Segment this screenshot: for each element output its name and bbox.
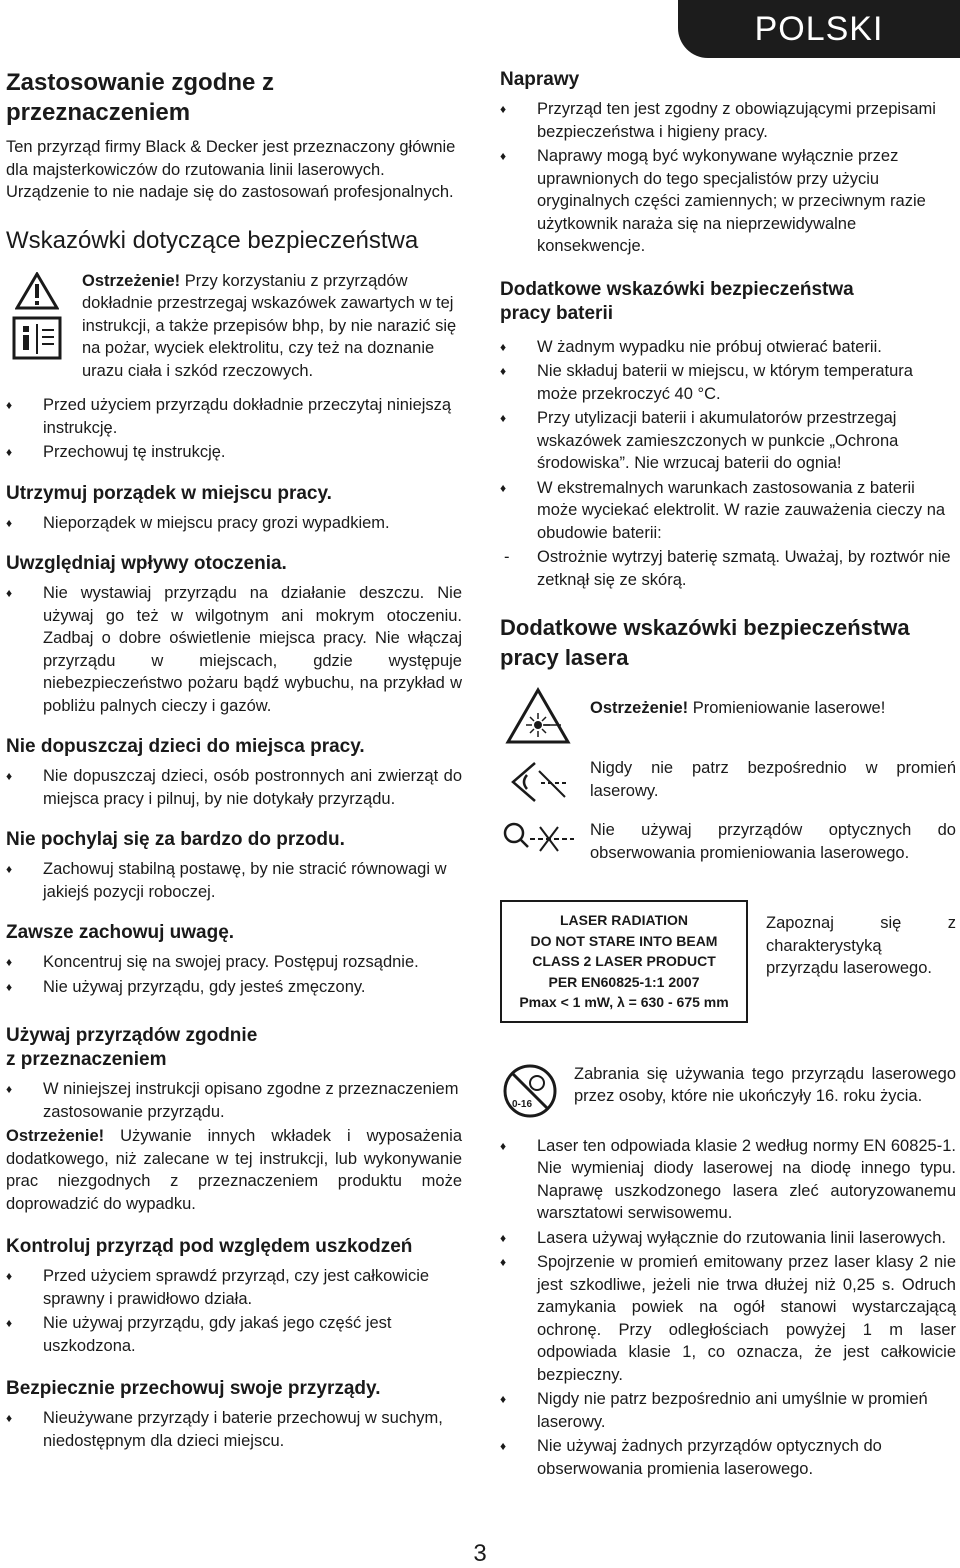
- age-warning-row: [500, 1063, 956, 1119]
- use-properly-bullets: [6, 1078, 462, 1123]
- list-item: ♦ Przy utylizacji baterii i akumulatorów przestrzegaj wskazówek zamieszczonych w punkcie „Ochrona środowiska”. Nie wrzucaj baterii do ognia!: [500, 407, 956, 475]
- read-manual-icon: [12, 316, 62, 360]
- right-column: [500, 68, 956, 1482]
- label-line: Pmax < 1 mW, λ = 630 - 675 mm: [519, 994, 729, 1010]
- warning-label: Ostrzeżenie!: [82, 271, 181, 290]
- list-item: ♦ Przed użyciem przyrządu dokładnie przeczytaj niniejszą instrukcję.: [6, 394, 462, 439]
- laser-title-1: Dodatkowe wskazówki bezpieczeństwa: [500, 615, 910, 640]
- safety-title: Wskazówki dotyczące bezpieczeństwa: [6, 226, 419, 254]
- list-item: ♦ Nie używaj przyrządu, gdy jesteś zmęczony.: [6, 976, 462, 999]
- section-bullets: [6, 512, 462, 535]
- section-title: Nie dopuszczaj dzieci do miejsca pracy.: [6, 736, 365, 757]
- language-tab: POLSKI: [678, 0, 960, 58]
- list-item: ♦ Zachowuj stabilną postawę, by nie stracić równowagi w jakiejś pozycji roboczej.: [6, 858, 462, 903]
- age-warning-text: Zabrania się używania tego przyrządu laserowego przez osoby, które nie ukończyły 16. roku życia.: [574, 1064, 956, 1105]
- use-properly-title-2: z przeznaczeniem: [6, 1049, 167, 1070]
- page-number: 3: [473, 1540, 487, 1567]
- warning-label: Ostrzeżenie!: [6, 1127, 105, 1145]
- list-item: ♦ W żadnym wypadku nie próbuj otwierać baterii.: [500, 336, 956, 359]
- list-item: ♦ Nie używaj przyrządu, gdy jakaś jego część jest uszkodzona.: [6, 1312, 462, 1357]
- list-item: ♦ Naprawy mogą być wykonywane wyłącznie przez uprawnionych do tego specjalistów przy użyciu oryginalnych części zamiennych; w przeciwnym razie użytkownik naraża się na nieprzewidywalne konsekwencje.: [500, 145, 956, 258]
- section-bullets: [6, 765, 462, 810]
- age-icon-label: 0-16: [512, 1098, 533, 1110]
- warning-body: Promieniowanie laserowe!: [688, 699, 886, 717]
- laser-title-2: pracy lasera: [500, 645, 629, 670]
- section-title: Zawsze zachowuj uwagę.: [6, 922, 235, 943]
- list-item: ♦ Przechowuj tę instrukcję.: [6, 441, 462, 464]
- label-line: LASER RADIATION: [559, 912, 689, 928]
- label-line: DO NOT STARE INTO BEAM: [530, 932, 718, 949]
- list-item: ♦ Lasera używaj wyłącznie do rzutowania linii laserowych.: [500, 1227, 956, 1250]
- battery-bullets: [500, 336, 956, 545]
- use-properly-warning: [6, 1125, 462, 1215]
- list-item: ♦ Nieporządek w miejscu pracy grozi wypadkiem.: [6, 512, 462, 535]
- warning-triangle-icon: [15, 272, 59, 310]
- safety-warning: [6, 270, 462, 383]
- section-bullets: [6, 1407, 462, 1452]
- laser-class-label: [500, 900, 748, 1023]
- list-item: ♦ W niniejszej instrukcji opisano zgodne z przeznaczeniem zastosowanie przyrządu.: [6, 1078, 462, 1123]
- section-bullets: [6, 1265, 462, 1357]
- left-column: [6, 68, 462, 1454]
- battery-title-1: Dodatkowe wskazówki bezpieczeństwa: [500, 278, 854, 300]
- section-title: Nie pochylaj się za bardzo do przodu.: [6, 829, 345, 850]
- safety-warning-text: [82, 270, 462, 383]
- section-title: Uwzględniaj wpływy otoczenia.: [6, 553, 287, 574]
- section-title: Utrzymuj porządek w miejscu pracy.: [6, 482, 332, 504]
- repairs-title: Naprawy: [500, 69, 580, 90]
- warning-body: Przy korzystaniu z przyrządów dokładnie przestrzegaj wskazówek zawartych w tej instrukcji, a także przepisów bhp, by nie narazić się na pożar, wyciek elektrolitu, czy też na doznanie urazu ciała i szkód rzeczowych.: [82, 271, 457, 380]
- section-title: Kontroluj przyrząd pod względem uszkodzeń: [6, 1236, 413, 1257]
- age-restriction-icon: [502, 1063, 558, 1119]
- list-item: ♦ Nigdy nie patrz bezpośrednio ani umyślnie w promień laserowy.: [500, 1388, 956, 1433]
- list-item: ♦ Spojrzenie w promień emitowany przez laser klasy 2 nie jest szkodliwe, jeżeli nie trwa dłużej niż 0,25 s. Odruch zamykania powiek na ogół stanowi wystarczającą ochronę. Przy odległościach powyżej 1 m laser odpowiada klasie 1, co oznacza, że jest całkowicie bezpieczny.: [500, 1251, 956, 1386]
- label-note: Zapoznaj się z charakterystyką przyrządu laserowego.: [766, 914, 956, 977]
- list-item: ♦ Laser ten odpowiada klasie 2 według normy EN 60825-1. Nie wymieniaj diody laserowej na diodę innego typu. Naprawę uszkodzonego lasera zleć autoryzowanemu warsztatowi serwisowemu.: [500, 1135, 956, 1225]
- battery-dash-item: - Ostrożnie wytrzyj baterię szmatą. Uważaj, by roztwór nie zetknął się ze skórą.: [500, 546, 956, 591]
- list-item: ♦ Nie wystawiaj przyrządu na działanie deszczu. Nie używaj go też w wilgotnym ani mokrym otoczeniu. Zadbaj o dobre oświetlenie miejsca pracy. Nie włączaj przyrządu w miejscach, gdzie występuje niebezpieczeństwo pożaru bądź wybuchu, na przykład w pobliżu palnych cieczy i gazów.: [6, 582, 462, 717]
- list-item: ♦ Nie używaj żadnych przyrządów optycznych do obserwowania promienia laserowego.: [500, 1435, 956, 1480]
- optics-warning-text: Nie używaj przyrządów optycznych do obserwowania promieniowania laserowego.: [590, 821, 956, 862]
- eye-icon: [505, 757, 571, 807]
- laser-warning-text: [590, 687, 956, 720]
- warning-body: Używanie innych wkładek i wyposażenia dodatkowego, niż zalecane w tej instrukcji, lub wykonywanie prac niezgodnych z przeznaczeniem produktu może doprowadzić do wypadku.: [6, 1127, 462, 1213]
- eye-warning-row: [500, 757, 956, 807]
- laser-bullets: [500, 1135, 956, 1481]
- list-item: ♦ Nieużywane przyrządy i baterie przechowuj w suchym, niedostępnym dla dzieci miejscu.: [6, 1407, 462, 1452]
- label-line: CLASS 2 LASER PRODUCT: [532, 953, 716, 969]
- list-item: ♦ Przed użyciem sprawdź przyrząd, czy jest całkowicie sprawny i prawidłowo działa.: [6, 1265, 462, 1310]
- intended-use-text: Ten przyrząd firmy Black & Decker jest przeznaczony głównie dla majsterkowiczów do rzutowania linii laserowych. Urządzenie to nie nadaje się do zastosowań profesjonalnych.: [6, 138, 456, 201]
- label-line: PER EN60825-1:1 2007: [548, 973, 700, 990]
- use-properly-title-1: Używaj przyrządów zgodnie: [6, 1025, 258, 1046]
- repairs-bullets: [500, 98, 956, 258]
- laser-label-row: [500, 900, 956, 1023]
- warning-icons: [6, 270, 68, 383]
- section-bullets: [6, 951, 462, 998]
- section-title: Bezpiecznie przechowuj swoje przyrządy.: [6, 1378, 381, 1399]
- safety-bullets: [6, 394, 462, 464]
- intended-use-title: Zastosowanie zgodne z przeznaczeniem: [6, 69, 275, 126]
- eye-warning-text: Nigdy nie patrz bezpośrednio w promień laserowy.: [590, 759, 956, 800]
- list-item: ♦ W ekstremalnych warunkach zastosowania z baterii może wyciekać elektrolit. W razie zauważenia cieczy na obudowie baterii:: [500, 477, 956, 545]
- section-bullets: [6, 858, 462, 903]
- battery-title-2: pracy baterii: [500, 302, 613, 324]
- magnifier-crossed-icon: [500, 819, 576, 859]
- list-item: ♦ Koncentruj się na swojej pracy. Postępuj rozsądnie.: [6, 951, 462, 974]
- list-item: ♦ Przyrząd ten jest zgodny z obowiązującymi przepisami bezpieczeństwa i higieny pracy.: [500, 98, 956, 143]
- list-item: ♦ Nie składuj baterii w miejscu, w którym temperatura może przekroczyć 40 °C.: [500, 360, 956, 405]
- warning-label: Ostrzeżenie!: [590, 699, 689, 717]
- optics-warning-row: [500, 819, 956, 864]
- laser-hazard-icon: [505, 687, 571, 745]
- list-item: ♦ Nie dopuszczaj dzieci, osób postronnych ani zwierząt do miejsca pracy i pilnuj, by nie dotykały przyrządu.: [6, 765, 462, 810]
- laser-warning-row: [500, 687, 956, 745]
- section-bullets: [6, 582, 462, 717]
